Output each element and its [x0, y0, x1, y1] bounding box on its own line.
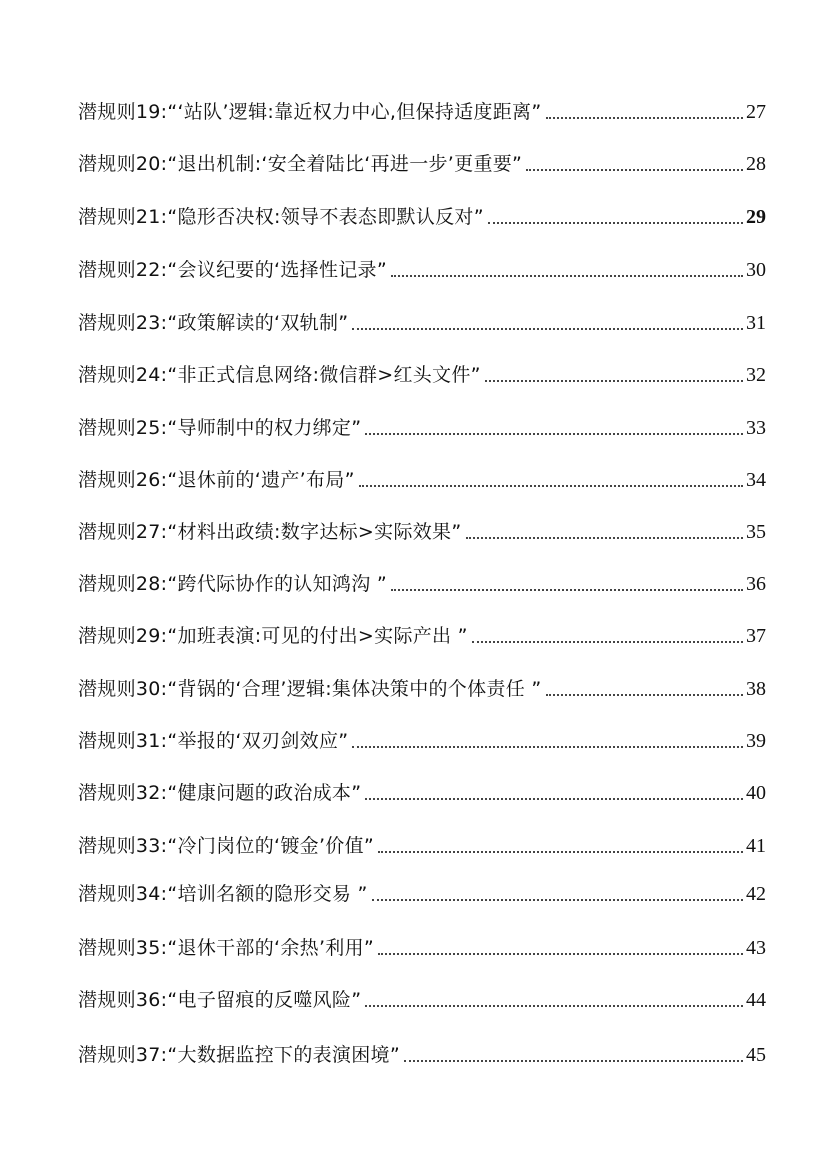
- toc-entry[interactable]: [78, 410, 766, 440]
- toc-entry[interactable]: [78, 357, 766, 387]
- toc-entry[interactable]: [78, 1037, 766, 1067]
- toc-entry-page: 27: [746, 101, 766, 123]
- toc-entry-page: 44: [746, 989, 766, 1011]
- toc-entry-title: 潜规则27:“材料出政绩:数字达标>实际效果”: [78, 521, 462, 543]
- toc-entry-title: 潜规则20:“退出机制:‘安全着陆比‘再进一步’更重要”: [78, 153, 523, 175]
- toc-entry-title: 潜规则36:“电子留痕的反噬风险”: [78, 989, 362, 1011]
- dot-leader: [372, 899, 743, 901]
- toc-entry-page: 30: [746, 259, 766, 281]
- toc-entry-title: 潜规则28:“跨代际协作的认知鸿沟 ”: [78, 573, 388, 595]
- toc-entry-page: 38: [746, 678, 766, 700]
- toc-entry-title: 潜规则29:“加班表演:可见的付出>实际产出 ”: [78, 625, 468, 647]
- dot-leader: [352, 746, 743, 748]
- toc-entry-title: 潜规则31:“举报的‘双刃剑效应”: [78, 730, 349, 752]
- dot-leader: [404, 1060, 743, 1062]
- toc-entry-page: 31: [746, 312, 766, 334]
- toc-entry-page: 41: [746, 835, 766, 857]
- dot-leader: [359, 485, 743, 487]
- dot-leader: [378, 851, 743, 853]
- toc-entry[interactable]: [78, 671, 766, 701]
- toc-entry-title: 潜规则30:“背锅的‘合理’逻辑:集体决策中的个体责任 ”: [78, 678, 542, 700]
- toc-entry[interactable]: [78, 566, 766, 596]
- toc-entry-page: 29: [746, 206, 766, 228]
- toc-entry[interactable]: [78, 723, 766, 753]
- dot-leader: [378, 953, 743, 955]
- toc-entry[interactable]: [78, 146, 766, 176]
- toc-entry[interactable]: [78, 462, 766, 492]
- toc-entry-title: 潜规则37:“大数据监控下的表演困境”: [78, 1044, 400, 1066]
- toc-entry-page: 35: [746, 521, 766, 543]
- toc-entry-page: 45: [746, 1044, 766, 1066]
- toc-entry-page: 37: [746, 625, 766, 647]
- toc-entry-page: 42: [746, 883, 766, 905]
- toc-entry-title: 潜规则33:“冷门岗位的‘镀金’价值”: [78, 835, 375, 857]
- toc-entry[interactable]: [78, 305, 766, 335]
- dot-leader: [546, 117, 744, 119]
- toc-entry[interactable]: [78, 828, 766, 858]
- dot-leader: [546, 694, 744, 696]
- toc-entry-title: 潜规则32:“健康问题的政治成本”: [78, 782, 362, 804]
- dot-leader: [485, 380, 743, 382]
- toc-entry-page: 39: [746, 730, 766, 752]
- dot-leader: [365, 433, 743, 435]
- dot-leader: [526, 169, 743, 171]
- dot-leader: [488, 222, 743, 224]
- toc-entry-page: 40: [746, 782, 766, 804]
- toc-entry-title: 潜规则21:“隐形否决权:领导不表态即默认反对”: [78, 206, 484, 228]
- toc-entry[interactable]: [78, 199, 766, 229]
- toc-entry[interactable]: [78, 252, 766, 282]
- toc-entry-title: 潜规则22:“会议纪要的‘选择性记录”: [78, 259, 388, 281]
- toc-entry-title: 潜规则35:“退休干部的‘余热’利用”: [78, 937, 375, 959]
- toc-entry-page: 28: [746, 153, 766, 175]
- toc-entry-title: 潜规则26:“退休前的‘遗产’布局”: [78, 469, 355, 491]
- toc-entry[interactable]: [78, 94, 766, 124]
- toc-entry-title: 潜规则34:“培训名额的隐形交易 ”: [78, 883, 368, 905]
- dot-leader: [391, 589, 743, 591]
- toc-entry-title: 潜规则24:“非正式信息网络:微信群>红头文件”: [78, 364, 481, 386]
- toc-entry[interactable]: [78, 876, 766, 906]
- toc-entry[interactable]: [78, 930, 766, 960]
- toc-entry-title: 潜规则23:“政策解读的‘双轨制”: [78, 312, 349, 334]
- dot-leader: [352, 328, 743, 330]
- dot-leader: [466, 537, 744, 539]
- dot-leader: [391, 275, 743, 277]
- toc-entry-page: 34: [746, 469, 766, 491]
- toc-entry[interactable]: [78, 618, 766, 648]
- toc-entry-page: 33: [746, 417, 766, 439]
- toc-entry-title: 潜规则19:“‘站队’逻辑:靠近权力中心,但保持适度距离”: [78, 101, 542, 123]
- toc-entry-page: 36: [746, 573, 766, 595]
- toc-entry[interactable]: [78, 982, 766, 1012]
- toc-entry[interactable]: [78, 775, 766, 805]
- toc-entry[interactable]: [78, 514, 766, 544]
- toc-entry-page: 32: [746, 364, 766, 386]
- dot-leader: [365, 1005, 743, 1007]
- dot-leader: [472, 641, 743, 643]
- dot-leader: [365, 798, 743, 800]
- toc-entry-page: 43: [746, 937, 766, 959]
- toc-entry-title: 潜规则25:“导师制中的权力绑定”: [78, 417, 362, 439]
